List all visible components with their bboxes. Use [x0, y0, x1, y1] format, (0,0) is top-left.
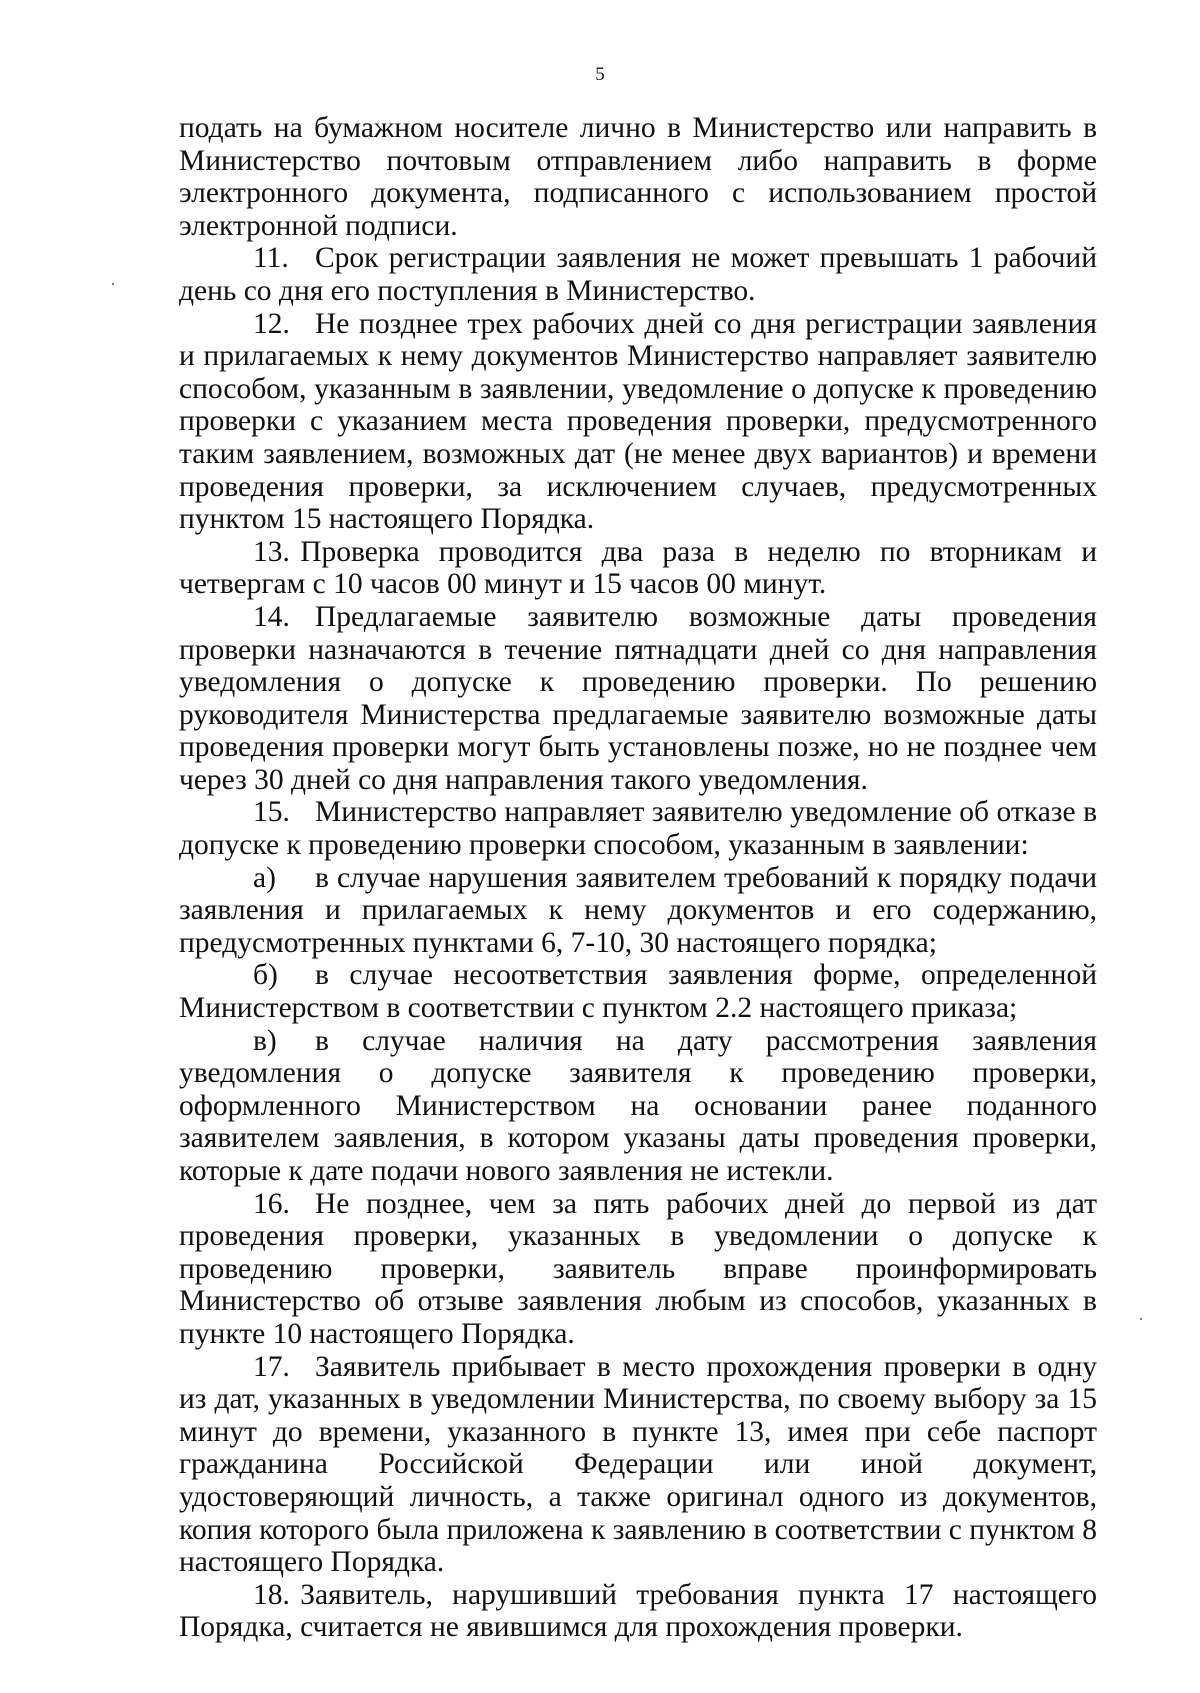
paragraph-text: подать на бумажном носителе лично в Министерство или направить в Министерство почтовым отправлением либо направить в форме электронного документа, подписанного с использованием простой электронной подписи. [179, 112, 1097, 242]
paragraph-12 [179, 308, 1097, 536]
paragraph-text: Не позднее, чем за пять рабочих дней до первой из дат проведения проверки, указанных в уведомлении о допуске к проведению проверки, заявитель вправе проинформировать Министерство об отзыве заявления любым из способов, указанных в пункте 10 настоящего Порядка. [179, 1187, 1097, 1350]
paragraph-13 [179, 536, 1097, 601]
subparagraph-letter: в) [253, 1024, 277, 1057]
paragraph-number: 14. [253, 600, 290, 633]
paragraph-number: 13. [253, 535, 290, 568]
subparagraph-a [179, 862, 1097, 960]
paragraph-number: 15. [253, 796, 290, 829]
paragraph-text: Проверка проводится два раза в неделю по вторникам и четвергам с 10 часов 00 минут и 15 часов 00 минут. [179, 535, 1097, 601]
paragraph-number: 18. [253, 1578, 290, 1611]
paragraph-text: в случае нарушения заявителем требований к порядку подачи заявления и прилагаемых к нему документов и его содержанию, предусмотренных пунктами 6, 7-10, 30 настоящего порядка; [179, 861, 1097, 959]
paragraph-15 [179, 796, 1097, 861]
subparagraph-b [179, 959, 1097, 1024]
paragraph-number: 11. [253, 242, 289, 275]
paragraph-16 [179, 1188, 1097, 1351]
page-number: 5 [595, 64, 605, 85]
paragraph-17 [179, 1351, 1097, 1579]
paragraph-text: в случае несоответствия заявления форме, определенной Министерством в соответствии с пунктом 2.2 настоящего приказа; [179, 959, 1097, 1025]
paragraph-text: Предлагаемые заявителю возможные даты проведения проверки назначаются в течение пятнадцати дней со дня направления уведомления о допуске к проведению проверки. По решению руководителя Министерства предлагаемые заявителю возможные даты проведения проверки могут быть установлены позже, но не позднее чем через 30 дней со дня направления такого уведомления. [179, 600, 1097, 796]
paragraph-text: Не позднее трех рабочих дней со дня регистрации заявления и прилагаемых к нему документов Министерство направляет заявителю способом, указанным в заявлении, уведомление о допуске к проведению проверки с указанием места проведения проверки, предусмотренного таким заявлением, возможных дат (не менее двух вариантов) и времени проведения проверки, за исключением случаев, предусмотренных пунктом 15 настоящего Порядка. [179, 307, 1097, 536]
scan-speck [1140, 1318, 1142, 1320]
paragraph-18 [179, 1579, 1097, 1644]
paragraph-number: 17. [253, 1350, 290, 1383]
paragraph-number: 16. [253, 1187, 290, 1220]
paragraph-text: Заявитель, нарушивший требования пункта 17 настоящего Порядка, считается не явившимся для прохождения проверки. [179, 1578, 1097, 1644]
paragraph-text: Срок регистрации заявления не может превышать 1 рабочий день со дня его поступления в Министерство. [179, 242, 1097, 307]
paragraph-11 [179, 242, 1097, 307]
subparagraph-letter: а) [253, 861, 276, 894]
scan-speck [112, 283, 114, 285]
paragraph-text: Министерство направляет заявителю уведомление об отказе в допуске к проведению проверки способом, указанным в заявлении: [179, 796, 1097, 862]
paragraph-number: 12. [253, 307, 290, 340]
paragraph-text: Заявитель прибывает в место прохождения проверки в одну из дат, указанных в уведомлении Министерства, по своему выбору за 15 минут до времени, указанного в пункте 13, имея при себе паспорт гражданина Российской Федерации или иной документ, удостоверяющий личность, а также оригинал одного из документов, копия которого была приложена к заявлению в соответствии с пунктом 8 настоящего Порядка. [179, 1350, 1097, 1579]
paragraph-text: в случае наличия на дату рассмотрения заявления уведомления о допуске заявителя к проведению проверки, оформленного Министерством на основании ранее поданного заявителем заявления, в котором указаны даты проведения проверки, которые к дате подачи нового заявления не истекли. [179, 1024, 1097, 1187]
paragraph-14 [179, 601, 1097, 797]
subparagraph-v [179, 1025, 1097, 1188]
subparagraph-letter: б) [253, 959, 278, 992]
paragraph-continuation [179, 112, 1097, 242]
document-body [179, 112, 1097, 1644]
